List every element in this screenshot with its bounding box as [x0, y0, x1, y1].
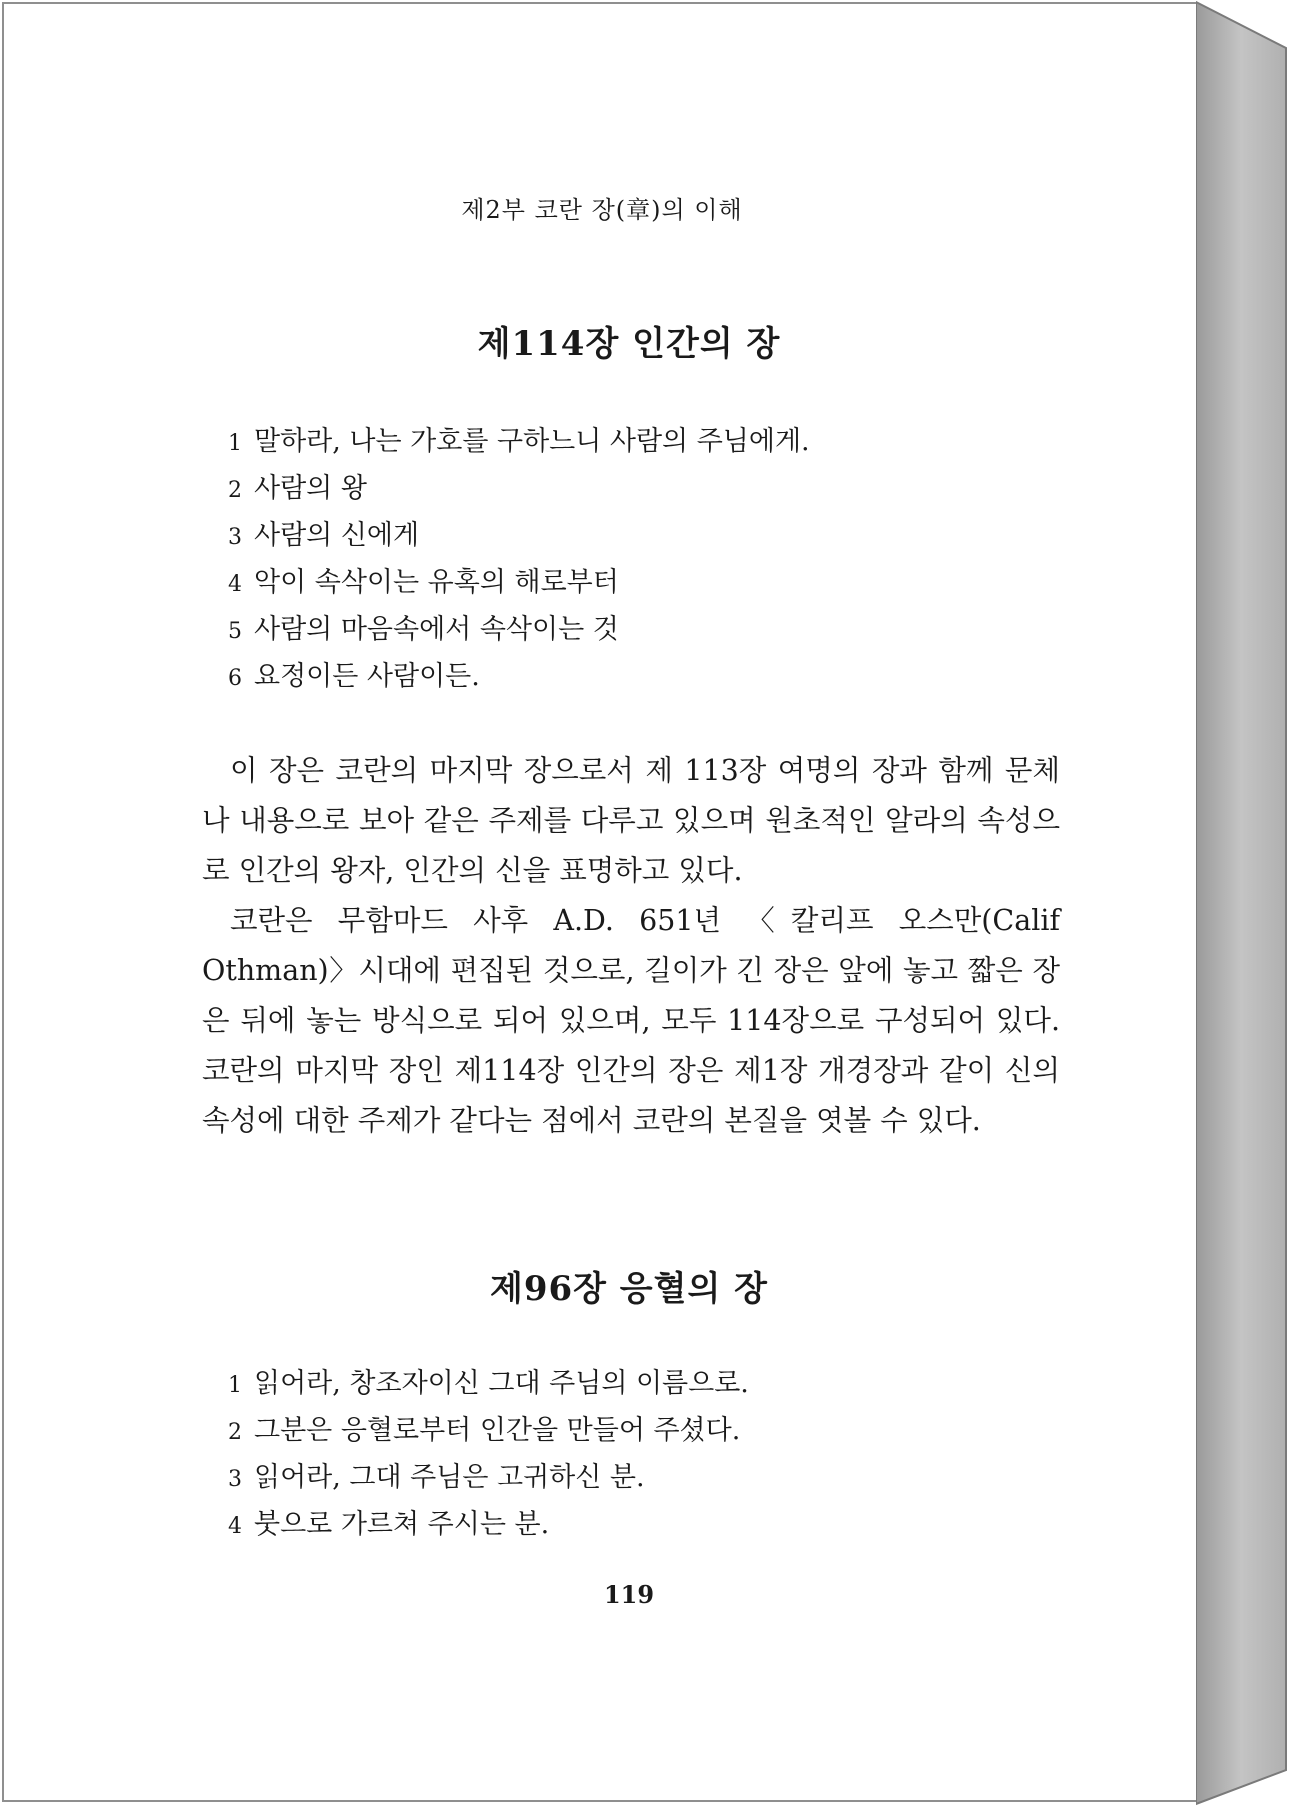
book-side-edge — [1196, 0, 1311, 1806]
verse-number: 2 — [228, 478, 242, 503]
commentary — [202, 746, 1060, 1146]
verse-text: 말하라, 나는 가호를 구하느니 사람의 주님에게. — [254, 426, 810, 457]
page-number: 119 — [603, 1580, 655, 1609]
verse-number: 4 — [228, 1514, 242, 1539]
commentary-paragraph: 이 장은 코란의 마지막 장으로서 제 113장 여명의 장과 함께 문체나 내용으로 보아 같은 주제를 다루고 있으며 원초적인 알라의 속성으로 인간의 왕자, 인간의 신을 표명하고 있다. — [202, 754, 1060, 887]
verse-number: 2 — [228, 1420, 242, 1445]
verse-number: 5 — [228, 619, 242, 644]
verse-number: 3 — [228, 525, 242, 550]
verse-text: 읽어라, 창조자이신 그대 주님의 이름으로. — [254, 1368, 749, 1399]
book-page — [2, 2, 1198, 1802]
verse-text: 읽어라, 그대 주님은 고귀하신 분. — [254, 1462, 645, 1493]
verse-item — [228, 465, 810, 512]
verse-item — [228, 1407, 749, 1454]
verse-text: 그분은 응혈로부터 인간을 만들어 주셨다. — [254, 1415, 741, 1446]
chapter-title-96: 제96장 응혈의 장 — [489, 1269, 769, 1309]
verse-list-96 — [228, 1360, 749, 1548]
verse-item — [228, 1360, 749, 1407]
verse-list-114 — [228, 418, 810, 700]
verse-text: 사람의 왕 — [254, 473, 367, 504]
verse-text: 사람의 신에게 — [254, 520, 420, 551]
commentary-paragraph: 코란은 무함마드 사후 A.D. 651년 〈칼리프 오스만(Calif Othman)〉시대에 편집된 것으로, 길이가 긴 장은 앞에 놓고 짧은 장은 뒤에 놓는 방식으로 되어 있으며, 모두 114장으로 구성되어 있다. 코란의 마지막 장인 제114장 인간의 장은 제1장 개경장과 같이 신의 속성에 대한 주제가 같다는 점에서 코란의 본질을 엿볼 수 있다. — [202, 904, 1060, 1137]
verse-number: 1 — [228, 1373, 242, 1398]
verse-text: 악이 속삭이는 유혹의 해로부터 — [254, 567, 619, 598]
verse-item — [228, 1501, 749, 1548]
verse-item — [228, 418, 810, 465]
chapter-title-114: 제114장 인간의 장 — [477, 324, 781, 364]
verse-item — [228, 559, 810, 606]
verse-item — [228, 512, 810, 559]
verse-item — [228, 1454, 749, 1501]
verse-text: 요정이든 사람이든. — [254, 661, 480, 692]
verse-number: 1 — [228, 431, 242, 456]
verse-item — [228, 606, 810, 653]
book-thickness-shape — [1196, 0, 1311, 1806]
verse-number: 4 — [228, 572, 242, 597]
verse-number: 6 — [228, 666, 242, 691]
verse-number: 3 — [228, 1467, 242, 1492]
verse-text: 사람의 마음속에서 속삭이는 것 — [254, 614, 619, 645]
running-head: 제2부 코란 장(章)의 이해 — [461, 196, 743, 224]
verse-text: 붓으로 가르쳐 주시는 분. — [254, 1509, 550, 1540]
verse-item — [228, 653, 810, 700]
